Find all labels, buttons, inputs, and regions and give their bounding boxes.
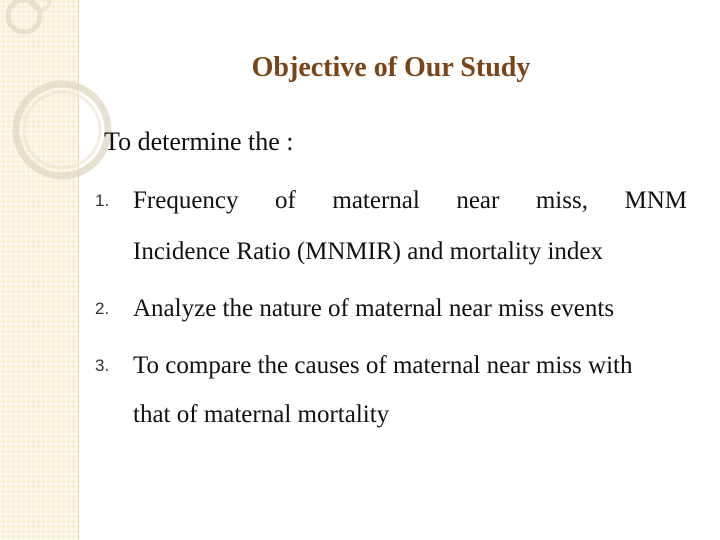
objective-text-line: that of maternal mortality: [133, 401, 390, 428]
ring-small: [8, 0, 40, 32]
objective-number: 2.: [95, 299, 110, 318]
ring-inner: [24, 92, 100, 168]
objective-text-line: Frequency of maternal near miss, MNM: [133, 187, 687, 214]
objective-number: 3.: [95, 356, 110, 375]
intro-text: To determine the :: [104, 127, 294, 156]
objective-text-line: To compare the causes of maternal near miss with: [133, 352, 633, 379]
objective-text-line: Analyze the nature of maternal near miss events: [133, 295, 615, 322]
objective-number: 1.: [95, 191, 110, 210]
ring-large: [16, 84, 108, 176]
objective-text-line: Incidence Ratio (MNMIR) and mortality index: [133, 238, 604, 265]
slide-title: Objective of Our Study: [251, 52, 531, 83]
decorative-rings: [0, 0, 140, 200]
